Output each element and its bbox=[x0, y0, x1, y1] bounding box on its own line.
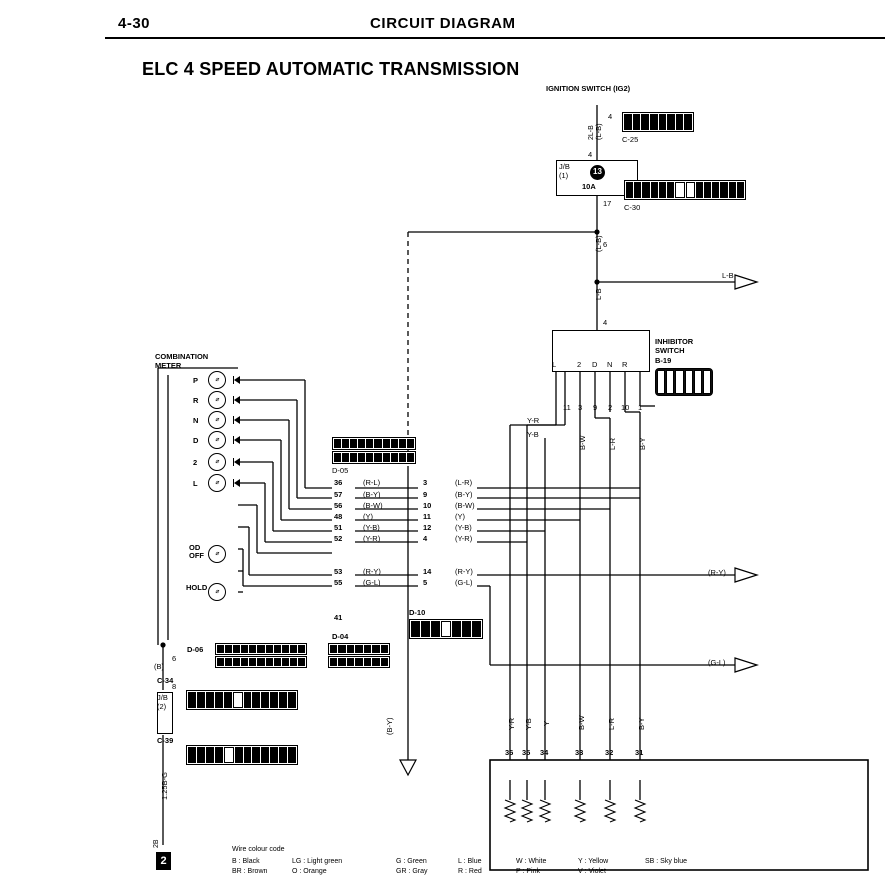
meter-row-label-hold: HOLD bbox=[186, 583, 208, 592]
bottom-wire-label-bw: B-W bbox=[577, 715, 586, 730]
left-pin-57: 57 bbox=[334, 490, 343, 499]
inhibitor-pin-10: 10 bbox=[621, 403, 630, 412]
meter-row-label-p: P bbox=[193, 376, 199, 385]
lb-wire-label-1: (L-B) bbox=[594, 235, 603, 252]
wire-label-bw-top: B-W bbox=[578, 435, 587, 450]
connector-d10-label: D-10 bbox=[409, 608, 426, 617]
legend-col3-row2: GR : Gray bbox=[396, 868, 428, 875]
bottom-pin-32: 32 bbox=[605, 748, 614, 757]
inhibitor-pos-2: 2 bbox=[577, 360, 582, 369]
right-code-gl: (G-L) bbox=[455, 578, 473, 587]
bottom-wire-label-yr: Y-R bbox=[507, 717, 516, 730]
ground-wire-code: 1.25B-G bbox=[160, 772, 169, 800]
diode-r bbox=[234, 396, 240, 404]
ground-reference: 2B bbox=[153, 839, 160, 848]
legend-col5-row2: P : Pink bbox=[516, 868, 540, 875]
bottom-pin-33: 33 bbox=[575, 748, 584, 757]
legend-col7-row1: SB : Sky blue bbox=[645, 858, 688, 865]
legend-heading: Wire colour code bbox=[232, 846, 285, 853]
inhibitor-pin-11: 11 bbox=[563, 403, 571, 412]
right-pin-9: 9 bbox=[423, 490, 428, 499]
diode-bar-2 bbox=[233, 458, 234, 466]
bottom-pin-36: 36 bbox=[505, 748, 514, 757]
jb1-label-2: (1) bbox=[559, 171, 569, 180]
left-code-gl: (G-L) bbox=[363, 578, 381, 587]
fuse-pin-17: 17 bbox=[603, 199, 612, 208]
right-pin-14: 14 bbox=[423, 567, 432, 576]
inhibitor-pin-1: 1 bbox=[638, 403, 643, 412]
meter-indicator-d: ⌀ bbox=[208, 431, 226, 449]
meter-row-label-n: N bbox=[193, 416, 199, 425]
page-number: 4-30 bbox=[118, 15, 151, 32]
right-code-yr: (Y-R) bbox=[455, 534, 473, 543]
inhibitor-pos-l: L bbox=[552, 360, 557, 369]
connector-c39 bbox=[186, 745, 298, 765]
right-code-by: (B-Y) bbox=[455, 490, 473, 499]
legend-col6-row1: Y : Yellow bbox=[578, 858, 609, 865]
connector-d05-row2 bbox=[332, 451, 416, 464]
meter-row-label-l: L bbox=[193, 479, 198, 488]
ground-box: 2 bbox=[156, 852, 171, 870]
diode-d bbox=[234, 436, 240, 444]
ignition-switch-label: IGNITION SWITCH (IG2) bbox=[546, 84, 631, 93]
inhibitor-switch-label-1: INHIBITOR bbox=[655, 337, 694, 346]
legend-col1-row1: B : Black bbox=[232, 858, 260, 865]
connector-d06-label: D-06 bbox=[187, 645, 204, 654]
inhibitor-pos-n: N bbox=[607, 360, 613, 369]
left-code-y: (Y) bbox=[363, 512, 373, 521]
meter-row-label-d: D bbox=[193, 436, 199, 445]
connector-b19 bbox=[655, 368, 713, 396]
connector-c25-label: C-25 bbox=[622, 135, 639, 144]
legend-col3-row1: G : Green bbox=[396, 858, 427, 865]
left-pin-52: 52 bbox=[334, 534, 343, 543]
legend-col4-row1: L : Blue bbox=[458, 858, 482, 865]
diode-n bbox=[234, 416, 240, 424]
legend-col6-row2: V : Violet bbox=[578, 868, 606, 875]
pin-6-top: 6 bbox=[603, 240, 608, 249]
jb2-label-2: (2) bbox=[157, 702, 167, 711]
left-code-ry: (R-Y) bbox=[363, 567, 381, 576]
right-code-ry: (R-Y) bbox=[455, 567, 473, 576]
meter-row-label-od: OD bbox=[189, 543, 201, 552]
inhibitor-pin-9: 9 bbox=[593, 403, 598, 412]
meter-indicator-n: ⌀ bbox=[208, 411, 226, 429]
legend-col2-row2: O : Orange bbox=[292, 868, 327, 875]
right-code-lr: (L-R) bbox=[455, 478, 473, 487]
lb-output-label: L-B bbox=[722, 271, 734, 280]
connector-c34-label: C-34 bbox=[157, 676, 174, 685]
right-pin-10: 10 bbox=[423, 501, 432, 510]
diode-bar-p bbox=[233, 376, 234, 384]
meter-indicator-p: ⌀ bbox=[208, 371, 226, 389]
meter-row-label-r: R bbox=[193, 396, 199, 405]
jb2-label-1: J/B bbox=[157, 693, 168, 702]
diode-bar-d bbox=[233, 436, 234, 444]
diode-bar-l bbox=[233, 479, 234, 487]
right-code-bw: (B-W) bbox=[455, 501, 475, 510]
meter-indicator-l: ⌀ bbox=[208, 474, 226, 492]
right-pin-5: 5 bbox=[423, 578, 428, 587]
by-vertical-label: (B-Y) bbox=[385, 717, 394, 735]
diode-l bbox=[234, 479, 240, 487]
right-pin-3: 3 bbox=[423, 478, 428, 487]
fuse-pin-4: 4 bbox=[588, 150, 593, 159]
legend-col1-row2: BR : Brown bbox=[232, 868, 268, 875]
left-code-by: (B-Y) bbox=[363, 490, 381, 499]
bottom-pin-34: 34 bbox=[540, 748, 549, 757]
left-pin-55: 55 bbox=[334, 578, 343, 587]
diode-2 bbox=[234, 458, 240, 466]
right-pin-4: 4 bbox=[423, 534, 428, 543]
meter-row-label-2: 2 bbox=[193, 458, 198, 467]
left-code-yb: (Y-B) bbox=[363, 523, 380, 532]
inhibitor-pos-r: R bbox=[622, 360, 628, 369]
left-code-rl: (R-L) bbox=[363, 478, 381, 487]
inhibitor-pos-d: D bbox=[592, 360, 598, 369]
left-pin-56: 56 bbox=[334, 501, 343, 510]
left-b-label: (B) bbox=[154, 662, 164, 671]
meter-indicator-r: ⌀ bbox=[208, 391, 226, 409]
right-pin-11: 11 bbox=[423, 512, 431, 521]
fuse-rating: 10A bbox=[582, 182, 596, 191]
inhibitor-switch-label-2: SWITCH bbox=[655, 346, 685, 355]
legend-col2-row1: LG : Light green bbox=[292, 858, 343, 865]
wire-label-by-top: B-Y bbox=[638, 437, 647, 450]
left-pin-48: 48 bbox=[334, 512, 343, 521]
diode-p bbox=[234, 376, 240, 384]
diode-bar-r bbox=[233, 396, 234, 404]
left-code-bw: (B-W) bbox=[363, 501, 383, 510]
meter-indicator-hold: ⌀ bbox=[208, 583, 226, 601]
connector-d04-row1 bbox=[328, 643, 390, 655]
combination-meter-label-2: METER bbox=[155, 361, 182, 370]
connector-d06-row2 bbox=[215, 656, 307, 668]
bottom-pin-31: 31 bbox=[635, 748, 644, 757]
inhibitor-pin-3: 3 bbox=[578, 403, 583, 412]
connector-c34 bbox=[186, 690, 298, 710]
bottom-wire-label-by: B-Y bbox=[637, 717, 646, 730]
output-label-ry: (R-Y) bbox=[708, 568, 726, 577]
left-pin-6: 6 bbox=[172, 654, 177, 663]
bottom-pin-35: 35 bbox=[522, 748, 531, 757]
inhibitor-pin-4: 4 bbox=[603, 318, 608, 327]
connector-d04-row2 bbox=[328, 656, 390, 668]
bottom-wire-label-lr: L-R bbox=[607, 717, 616, 730]
legend-col4-row2: R : Red bbox=[458, 868, 482, 875]
connector-d10 bbox=[409, 619, 483, 639]
meter-row-label-off: OFF bbox=[189, 551, 204, 560]
connector-c30-label: C-30 bbox=[624, 203, 641, 212]
bottom-wire-label-yb: Y-B bbox=[524, 718, 533, 730]
wire-label-yb-top: Y-B bbox=[527, 430, 539, 439]
meter-indicator-2: ⌀ bbox=[208, 453, 226, 471]
left-code-yr: (Y-R) bbox=[363, 534, 381, 543]
right-code-y: (Y) bbox=[455, 512, 465, 521]
diode-bar-n bbox=[233, 416, 234, 424]
c25-pin-label: 4 bbox=[608, 112, 613, 121]
left-pin-36: 36 bbox=[334, 478, 343, 487]
ignition-wire-label: (L-B) bbox=[594, 123, 603, 140]
wire-label-yr-top: Y-R bbox=[527, 416, 540, 425]
combination-meter-label-1: COMBINATION bbox=[155, 352, 209, 361]
meter-indicator-od-off: ⌀ bbox=[208, 545, 226, 563]
inhibitor-switch-box bbox=[552, 330, 650, 372]
page-title: CIRCUIT DIAGRAM bbox=[370, 15, 516, 32]
connector-c39-label: C-39 bbox=[157, 736, 174, 745]
output-label-gl: (G-L) bbox=[708, 658, 726, 667]
ignition-pin-marker: 2L-B bbox=[588, 125, 595, 140]
connector-c30 bbox=[624, 180, 746, 200]
legend-col5-row1: W : White bbox=[516, 858, 547, 865]
jb1-label-1: J/B bbox=[559, 162, 570, 171]
left-pin-53: 53 bbox=[334, 567, 343, 576]
connector-d05-label: D-05 bbox=[332, 466, 349, 475]
right-pin-12: 12 bbox=[423, 523, 432, 532]
right-code-yb: (Y-B) bbox=[455, 523, 472, 532]
connector-d05-row1 bbox=[332, 437, 416, 450]
diagram-title: ELC 4 SPEED AUTOMATIC TRANSMISSION bbox=[142, 59, 520, 79]
connector-d06-row1 bbox=[215, 643, 307, 655]
fuse-number: 13 bbox=[590, 165, 605, 180]
inhibitor-pin-2: 2 bbox=[608, 403, 613, 412]
left-pin-41: 41 bbox=[334, 613, 343, 622]
left-pin-8: 8 bbox=[172, 682, 177, 691]
wire-label-lr-top: L-R bbox=[608, 437, 617, 450]
connector-c25 bbox=[622, 112, 694, 132]
connector-d04-label: D-04 bbox=[332, 632, 349, 641]
left-pin-51: 51 bbox=[334, 523, 343, 532]
connector-b19-label: B-19 bbox=[655, 356, 672, 365]
lb-wire-label-2: L-B bbox=[594, 288, 603, 300]
bottom-wire-label-y: Y bbox=[542, 720, 551, 726]
